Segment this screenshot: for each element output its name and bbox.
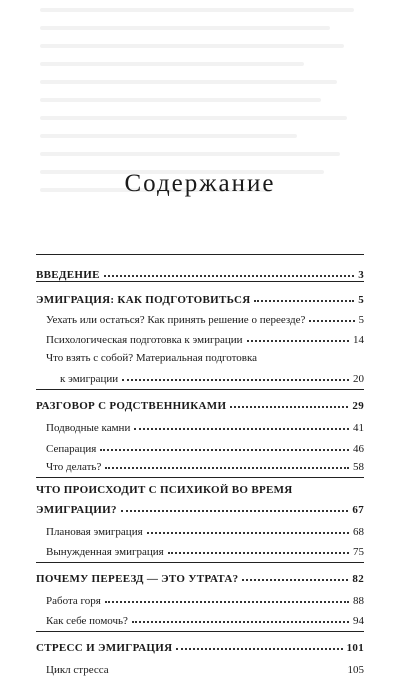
chapter-title: РАЗГОВОР С РОДСТВЕННИКАМИ — [36, 400, 227, 412]
leader-dots — [113, 670, 344, 672]
toc-item — [36, 516, 364, 538]
toc-item — [36, 412, 364, 434]
leader-dots — [242, 579, 348, 581]
item-title-line1: Что взять с собой? Материальная подготовка — [46, 352, 258, 364]
chapter-page: 67 — [352, 504, 364, 516]
item-title: Что делать? — [46, 461, 102, 473]
item-title: Уехать или остаться? Как принять решение о переезде? — [46, 314, 306, 326]
item-title: Вынужденная эмиграция — [46, 546, 164, 558]
toc-item — [36, 434, 364, 455]
chapter-title-line1: ЧТО ПРОИСХОДИТ С ПСИХИКОЙ ВО ВРЕМЯ — [36, 484, 293, 496]
chapter-page: 5 — [358, 294, 364, 306]
chapter-page: 3 — [358, 269, 364, 281]
item-page: 105 — [347, 664, 364, 676]
chapter-page: 101 — [346, 642, 364, 654]
item-page: 94 — [353, 615, 364, 627]
item-page: 88 — [353, 595, 364, 607]
item-title: Как себе помочь? — [46, 615, 128, 627]
toc-item — [36, 455, 364, 473]
leader-dots — [122, 379, 349, 381]
chapter-title-line2: ЭМИГРАЦИИ? — [36, 504, 117, 516]
toc-chapter-emigration — [36, 282, 364, 306]
leader-dots — [104, 275, 354, 277]
toc-item — [36, 654, 364, 676]
toc-chapter-relatives — [36, 390, 364, 412]
toc-chapter-stress — [36, 632, 364, 654]
leader-dots — [121, 510, 349, 512]
item-title: Плановая эмиграция — [46, 526, 143, 538]
leader-dots — [147, 532, 349, 534]
chapter-title: ВВЕДЕНИЕ — [36, 269, 100, 281]
item-title-line2: к эмиграции — [60, 373, 119, 385]
page-title: Содержание — [124, 170, 276, 197]
chapter-title: ПОЧЕМУ ПЕРЕЕЗД — ЭТО УТРАТА? — [36, 573, 239, 585]
item-page: 14 — [353, 334, 364, 346]
item-page: 46 — [353, 443, 364, 455]
leader-dots — [105, 601, 349, 603]
leader-dots — [105, 467, 349, 469]
leader-dots — [247, 340, 349, 342]
item-page: 58 — [353, 461, 364, 473]
item-title: Подводные камни — [46, 422, 131, 434]
toc-item — [36, 538, 364, 558]
item-page: 20 — [353, 373, 364, 385]
toc-chapter-intro — [36, 255, 364, 281]
toc-item — [36, 585, 364, 607]
chapter-page: 82 — [352, 573, 364, 585]
table-of-contents — [36, 254, 364, 676]
item-title: Сепарация — [46, 443, 97, 455]
item-page: 75 — [353, 546, 364, 558]
toc-item — [36, 306, 364, 326]
leader-dots — [176, 648, 342, 650]
item-title: Работа горя — [46, 595, 101, 607]
leader-dots — [254, 300, 354, 302]
chapter-page: 29 — [352, 400, 364, 412]
leader-dots — [134, 428, 349, 430]
toc-item — [36, 367, 364, 385]
toc-item — [36, 326, 364, 346]
leader-dots — [309, 320, 354, 322]
leader-dots — [100, 449, 349, 451]
chapter-title: СТРЕСС И ЭМИГРАЦИЯ — [36, 642, 173, 654]
item-page: 5 — [358, 314, 364, 326]
toc-chapter-loss — [36, 563, 364, 585]
item-title: Психологическая подготовка к эмиграции — [46, 334, 243, 346]
item-title: Цикл стресса — [46, 664, 109, 676]
chapter-title: ЭМИГРАЦИЯ: КАК ПОДГОТОВИТЬСЯ — [36, 294, 251, 306]
leader-dots — [132, 621, 349, 623]
toc-item — [36, 607, 364, 627]
item-page: 68 — [353, 526, 364, 538]
leader-dots — [168, 552, 349, 554]
toc-chapter-psyche — [36, 498, 364, 516]
leader-dots — [230, 406, 348, 408]
item-page: 41 — [353, 422, 364, 434]
